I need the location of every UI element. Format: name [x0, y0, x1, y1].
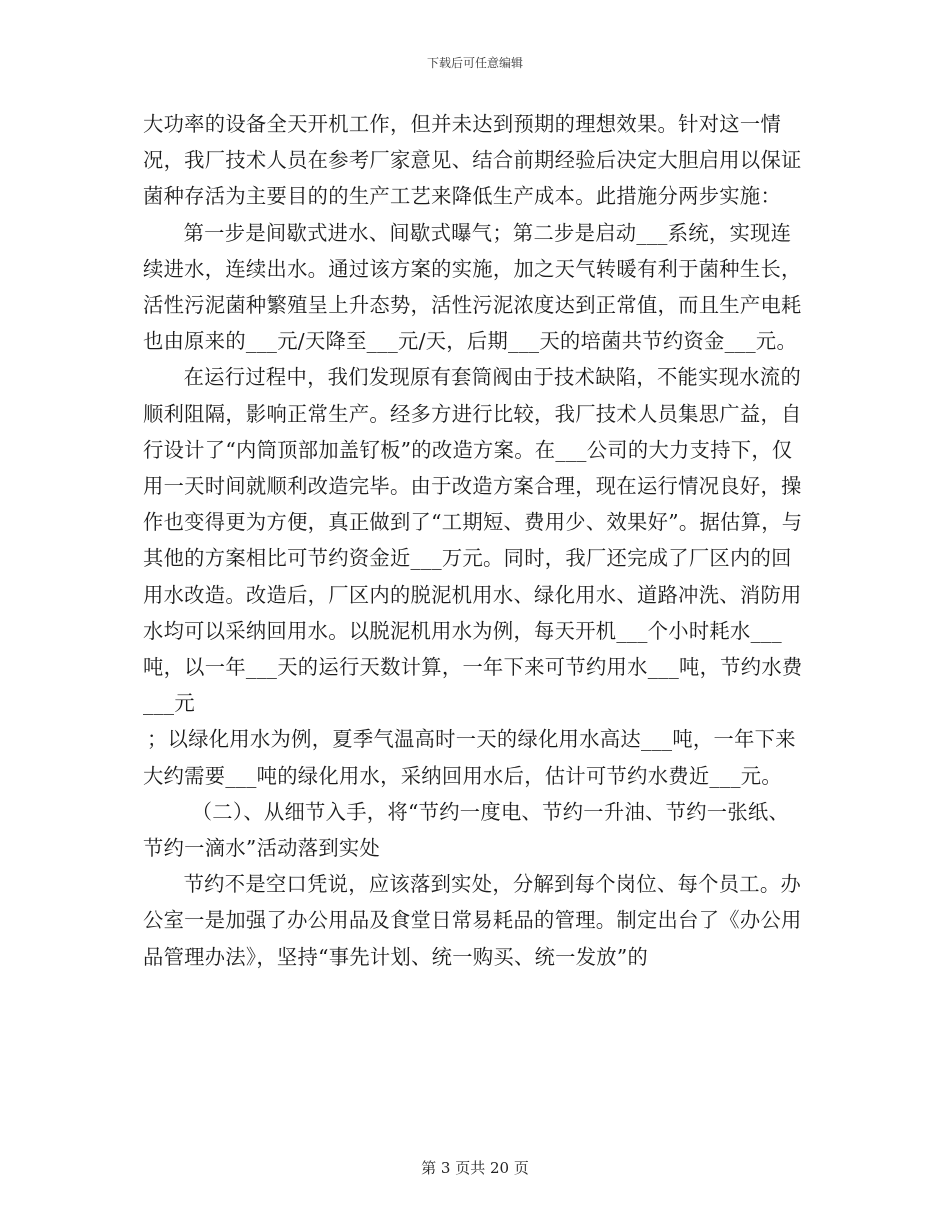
- paragraph-greening-water: ；以绿化用水为例，夏季气温高时一天的绿化用水高达___吨，一年下来大约需要___吨的绿化用水，采纳回用水后，估计可节约水费近___元。: [143, 727, 796, 788]
- paragraph-continuation: 大功率的设备全天开机工作，但并未达到预期的理想效果。针对这一情况，我厂技术人员在参考厂家意见、结合前期经验后决定大胆启用以保证菌种存活为主要目的的生产工艺来降低生产成本。此措施分两步实施：: [143, 112, 802, 209]
- paragraph-steps: 第一步是间歇式进水、间歇式曝气；第二步是启动___系统，实现连续进水，连续出水。通过该方案的实施，加之天气转暖有利于菌种生长，活性污泥菌种繁殖呈上升态势，活性污泥浓度达到正常值，而且生产电耗也由原来的___元/天降至___元/天，后期___天的培菌共节约资金___元。: [143, 220, 802, 354]
- document-body: [143, 106, 808, 975]
- paragraph-valve-retrofit: 在运行过程中，我们发现原有套筒阀由于技术缺陷，不能实现水流的顺利阻隔，影响正常生产。经多方进行比较，我厂技术人员集思广益，自行设计了“内筒顶部加盖钌板”的改造方案。在___公司的大力支持下，仅用一天时间就顺利改造完毕。由于改造方案合理，现在运行情况良好，操作也变得更为方便，真正做到了“工期短、费用少、效果好”。据估算，与其他的方案相比可节约资金近___万元。同时，我厂还完成了厂区内的回用水改造。改造后，厂区内的脱泥机用水、绿化用水、道路冲洗、消防用水均可以采纳回用水。以脱泥机用水为例，每天开机___个小时耗水___吨，以一年___天的运行天数计算，一年下来可节约用水___吨，节约水费___元: [143, 365, 803, 716]
- paragraph-office-management: 节约不是空口凭说，应该落到实处，分解到每个岗位、每个员工。办公室一是加强了办公用品及食堂日常易耗品的管理。制定出台了《办公用品管理办法》，坚持“事先计划、统一购买、统一发放”的: [143, 872, 802, 969]
- section-heading-details: （二）、从细节入手，将“节约一度电、节约一升油、节约一张纸、节约一滴水”活动落到实处: [143, 799, 790, 861]
- page-number: 第 3 页共 20 页: [421, 1159, 529, 1177]
- page-header: 下载后可任意编辑: [426, 56, 523, 70]
